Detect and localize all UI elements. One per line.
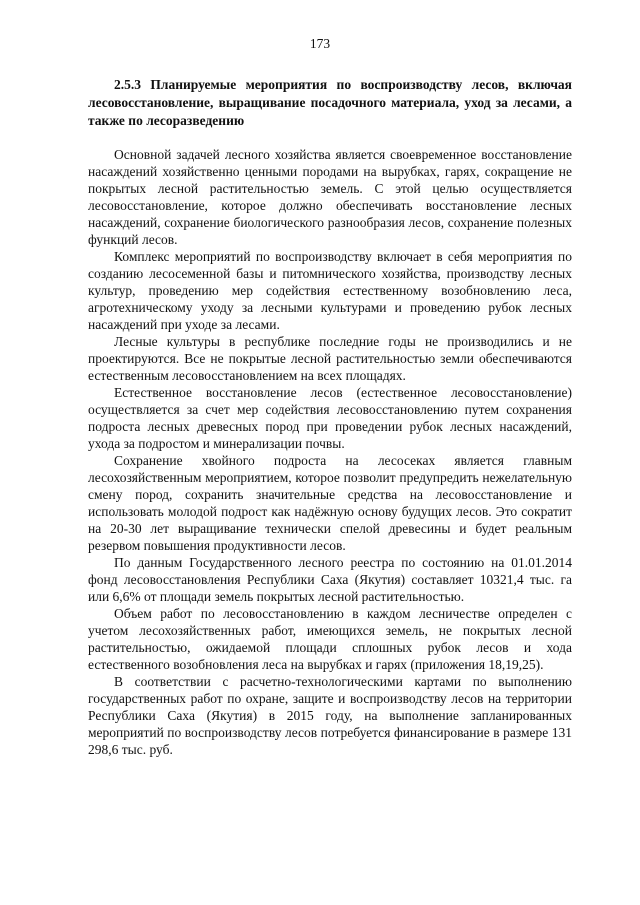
body-text: [88, 146, 572, 758]
page-number: 173: [309, 36, 331, 51]
paragraph: По данным Государственного лесного реестра по состоянию на 01.01.2014 фонд лесовосстановления Республики Саха (Якутия) составляет 10321,4 тыс. га или 6,6% от площади земель покрытых лесной растительностью.: [88, 555, 572, 604]
paragraph: Комплекс мероприятий по воспроизводству включает в себя мероприятия по созданию лесосеменной базы и питомнического хозяйства, производству лесных культур, проведению мер содействия естественному возобновлению леса, агротехническому уходу за лесными культурами и проведению рубок лесных насаждений при уходе за лесами.: [88, 249, 572, 332]
paragraph: Основной задачей лесного хозяйства является своевременное восстановление насаждений хозяйственно ценными породами на вырубках, гарях, сокращение не покрытых лесной растительностью земель. С этой целью осуществляется лесовосстановление, которое должно обеспечивать восстановление лесных насаждений, сохранение биологического разнообразия лесов, сохранение полезных функций лесов.: [88, 147, 572, 247]
section-heading: 2.5.3 Планируемые мероприятия по воспроизводству лесов, включая лесовосстановление, выращивание посадочного материала, уход за лесами, а также по лесоразведению: [88, 77, 572, 128]
paragraph: Объем работ по лесовосстановлению в каждом лесничестве определен с учетом лесохозяйственных работ, имеющихся земель, не покрытых лесной растительностью, ожидаемой площади сплошных рубок лесов и хода естественного возобновления леса на вырубках и гарях (приложения 18,19,25).: [88, 606, 572, 672]
paragraph: Лесные культуры в республике последние годы не производились и не проектируются. Все не покрытые лесной растительностью земли обеспечиваются естественным лесовосстановлением на всех площадях.: [88, 334, 572, 383]
paragraph: В соответствии с расчетно-технологическими картами по выполнению государственных работ по охране, защите и воспроизводству лесов на территории Республики Саха (Якутия) в 2015 году, на выполнение запланированных мероприятий по воспроизводству лесов потребуется финансирование в размере 131 298,6 тыс. руб.: [88, 674, 572, 757]
paragraph: Естественное восстановление лесов (естественное лесовосстановление) осуществляется за счет мер содействия лесовосстановлению путем сохранения подроста лесных древесных пород при проведении рубок лесных насаждений, ухода за подростом и минерализации почвы.: [88, 385, 572, 451]
paragraph: Сохранение хвойного подроста на лесосеках является главным лесохозяйственным мероприятием, которое позволит предупредить нежелательную смену пород, сохранить значительные средства на лесовосстановление и использовать молодой подрост как надёжную основу будущих лесов. Это сократит на 20-30 лет выращивание технически спелой древесины и будет реальным резервом повышения продуктивности лесов.: [88, 453, 572, 553]
